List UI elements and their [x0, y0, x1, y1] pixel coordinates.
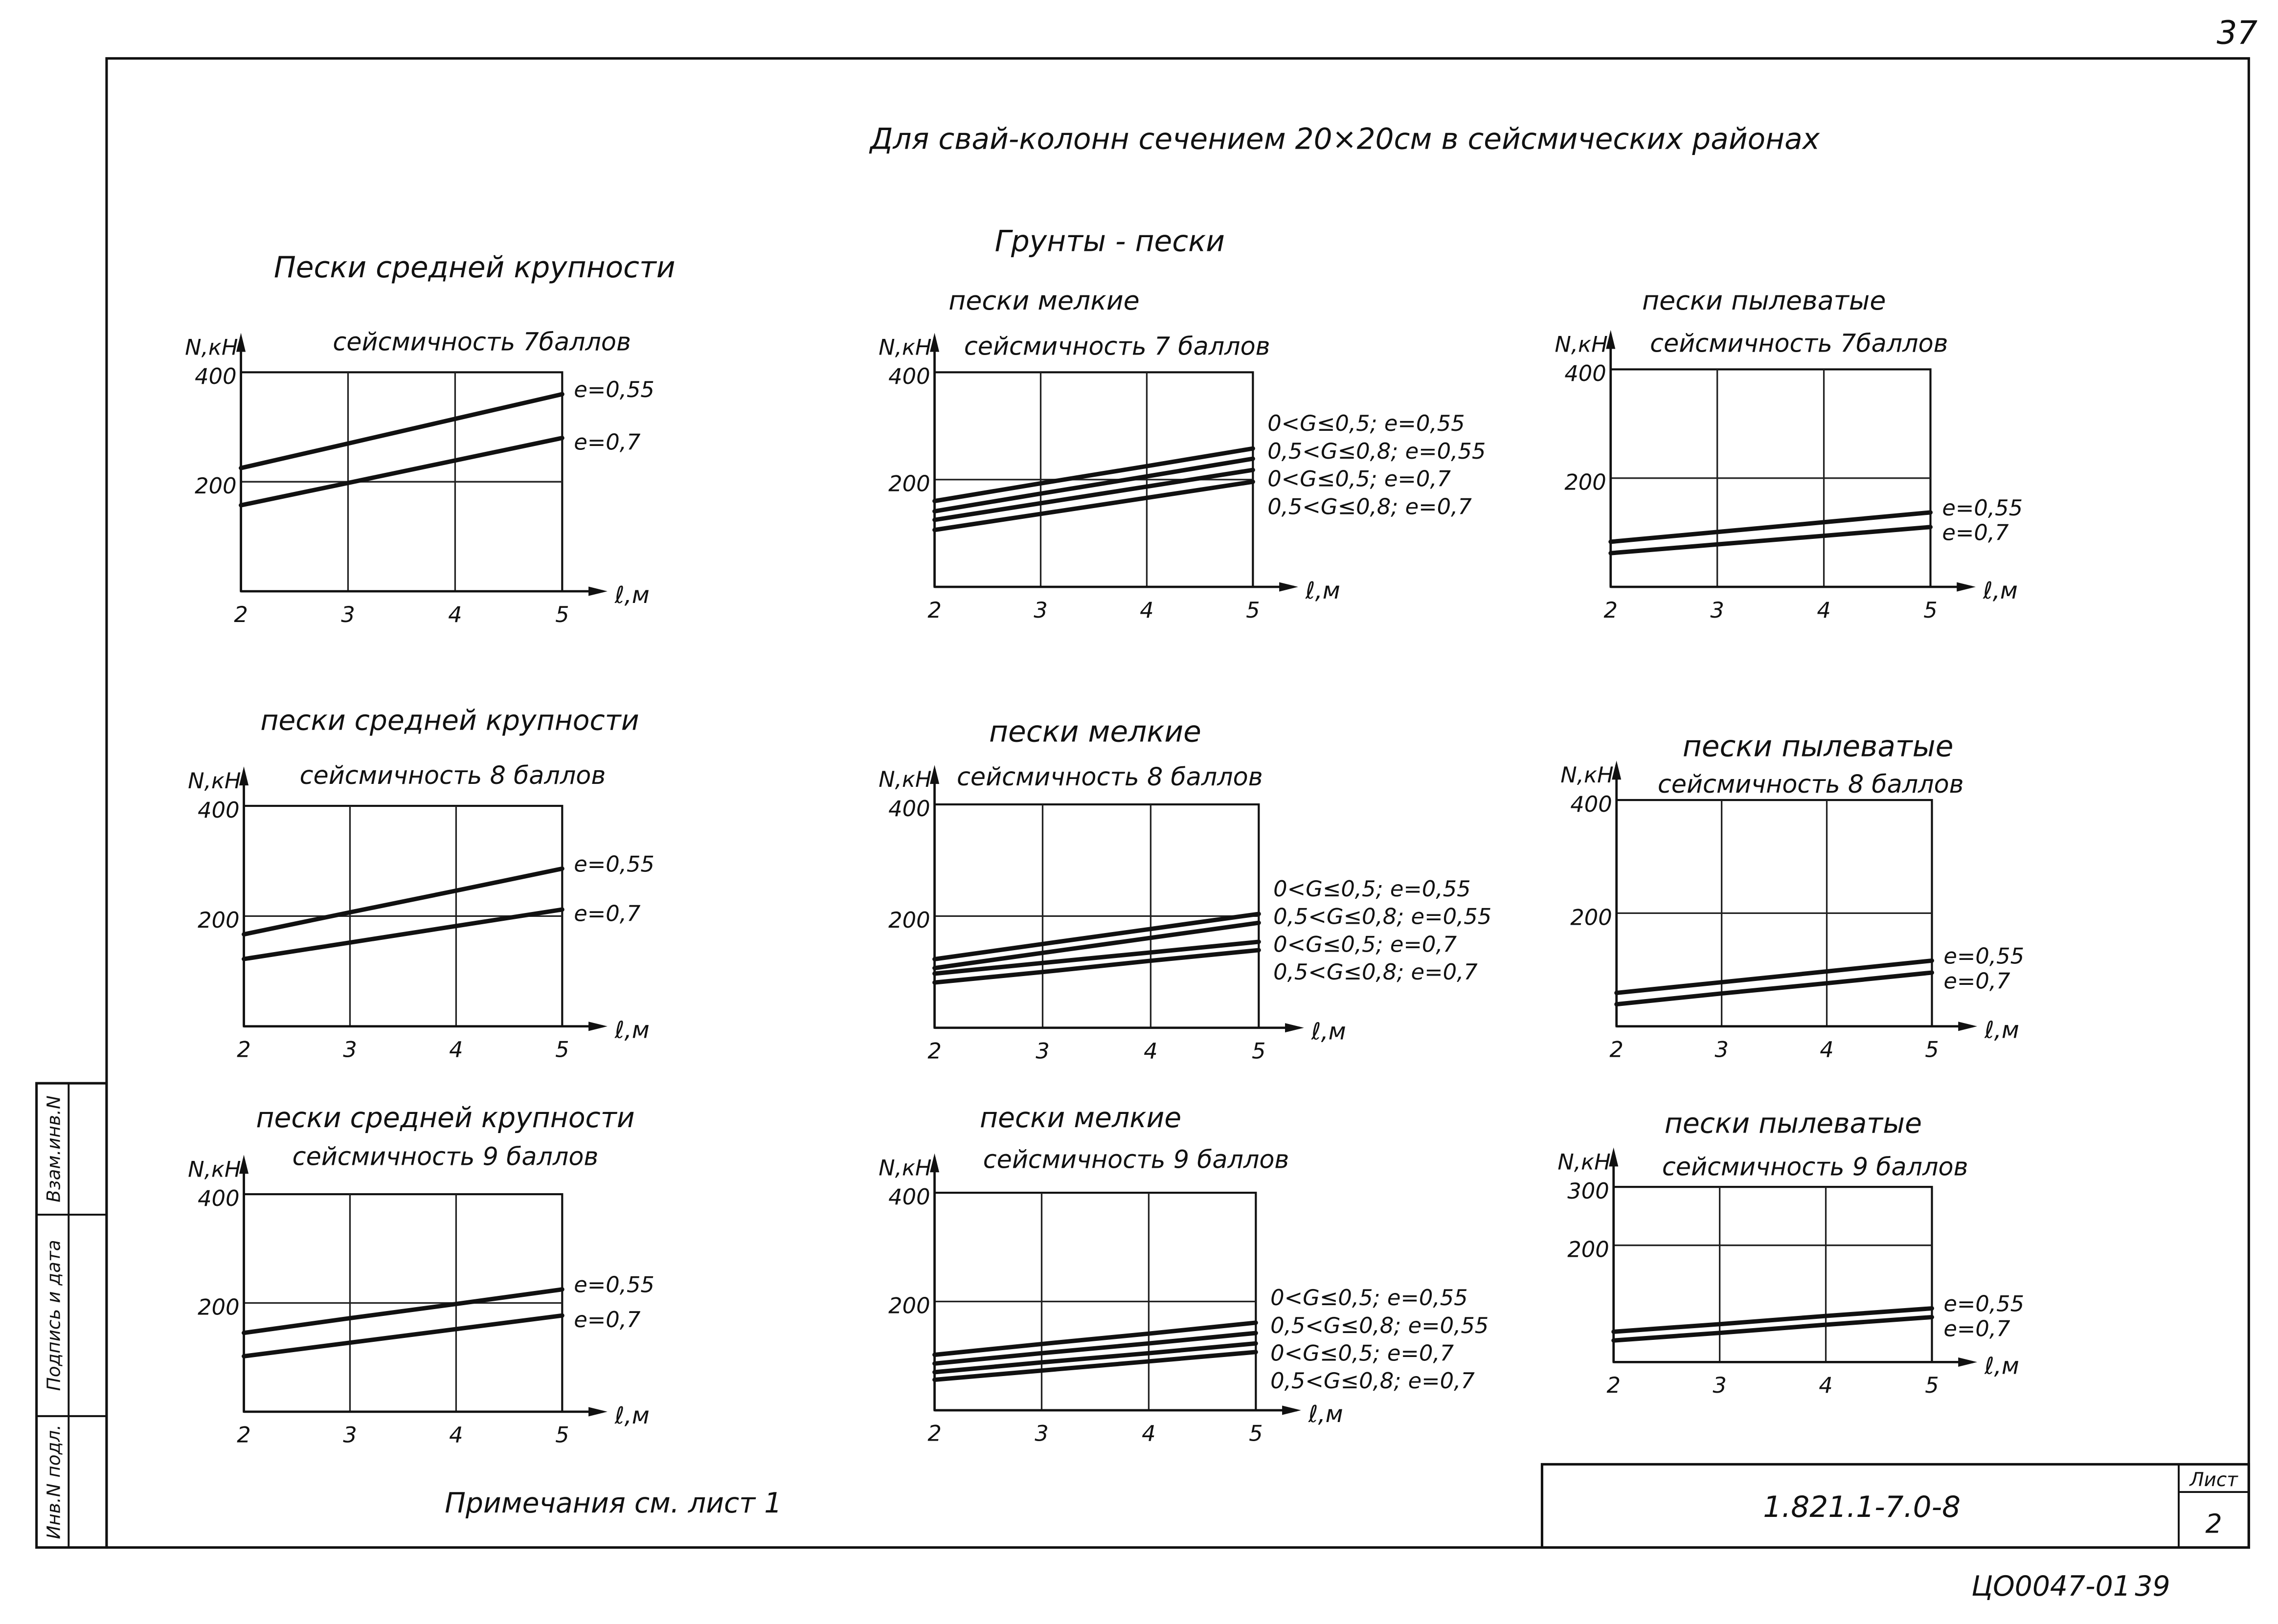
y-axis-label: N,кН [188, 1156, 241, 1182]
side-stamp-signature-date: Подпись и дата [43, 1240, 65, 1391]
x-tick-label: 5 [1925, 1036, 1939, 1063]
y-tick-label: 400 [198, 797, 240, 823]
y-tick-label: 400 [888, 1183, 930, 1210]
x-tick-label: 3 [1713, 1372, 1727, 1399]
chart-title: сейсмичность 9 баллов [292, 1142, 599, 1171]
series-label: e=0,55 [1942, 494, 2023, 521]
chart-soil-heading: пески средней крупности [256, 1101, 635, 1134]
x-tick-label: 2 [1606, 1372, 1621, 1399]
y-tick-label: 200 [888, 907, 930, 934]
chart-soil-heading: пески средней крупности [260, 704, 639, 737]
y-tick-label: 200 [1564, 469, 1606, 495]
x-tick-label: 3 [1035, 1420, 1049, 1446]
group-heading: Грунты - пески [994, 224, 1225, 259]
x-axis-label: ℓ,м [1984, 1353, 2019, 1380]
x-tick-label: 3 [341, 601, 355, 627]
chart-title: сейсмичность 7 баллов [964, 332, 1270, 361]
chart-soil-heading: пески пылеватые [1682, 730, 1954, 764]
x-axis-label: ℓ,м [614, 1402, 650, 1429]
y-tick-label: 200 [888, 1292, 930, 1319]
archive-number: 39 [2135, 1570, 2170, 1603]
note-text: Примечания см. лист 1 [445, 1487, 782, 1519]
x-tick-label: 5 [555, 1036, 569, 1063]
x-axis-label: ℓ,м [614, 581, 650, 609]
x-tick-label: 5 [555, 601, 569, 627]
series-label: e=0,55 [1943, 1290, 2025, 1317]
x-tick-label: 3 [1710, 597, 1724, 623]
x-tick-label: 2 [927, 1420, 942, 1446]
series-label: e=0,7 [1943, 1315, 2010, 1342]
sheet-number: 2 [2205, 1508, 2222, 1539]
series-label: 0<G≤0,5; e=0,7 [1267, 466, 1451, 492]
y-tick-label: 400 [888, 795, 930, 822]
series-label: 0<G≤0,5; e=0,55 [1267, 410, 1465, 437]
chart-title: сейсмичность 9 баллов [1662, 1152, 1968, 1181]
y-tick-label: 200 [198, 1294, 240, 1320]
x-axis-label: ℓ,м [1983, 578, 2018, 605]
y-axis-label: N,кН [185, 334, 238, 360]
x-tick-label: 4 [1817, 597, 1831, 623]
y-tick-label: 200 [1567, 1236, 1609, 1263]
y-axis-label: N,кН [188, 768, 241, 794]
series-label: e=0,55 [574, 1271, 654, 1298]
x-tick-label: 5 [1923, 597, 1938, 623]
y-tick-label: 200 [195, 473, 237, 499]
side-stamp-replace-inv: Взам.инв.N [43, 1095, 65, 1202]
x-axis-label: ℓ,м [1984, 1017, 2019, 1044]
side-stamp-original-inv: Инв.N подл. [43, 1424, 65, 1539]
x-axis-label: ℓ,м [1311, 1018, 1346, 1046]
y-axis-label: N,кН [879, 1155, 932, 1181]
y-axis-label: N,кН [879, 334, 932, 360]
x-tick-label: 2 [237, 1036, 251, 1063]
chart-title: сейсмичность 8 баллов [299, 761, 606, 790]
x-tick-label: 2 [234, 601, 248, 627]
archive-code: ЦО0047-01 [1971, 1570, 2131, 1603]
x-tick-label: 5 [1249, 1420, 1263, 1446]
chart-soil-heading: пески мелкие [948, 285, 1140, 316]
sheet-label: Лист [2189, 1469, 2238, 1491]
x-axis-label: ℓ,м [1308, 1401, 1343, 1428]
y-tick-label: 400 [888, 363, 930, 390]
y-tick-label: 400 [1570, 791, 1612, 817]
x-tick-label: 4 [449, 1036, 463, 1063]
y-tick-label: 400 [198, 1185, 240, 1211]
chart-title: сейсмичность 9 баллов [983, 1145, 1289, 1174]
x-tick-label: 2 [1603, 597, 1618, 623]
series-label: 0,5<G≤0,8; e=0,55 [1270, 1312, 1489, 1338]
series-label: e=0,55 [574, 851, 654, 877]
chart-title: сейсмичность 8 баллов [1657, 770, 1964, 799]
document-code: 1.821.1-7.0-8 [1763, 1490, 1961, 1524]
x-tick-label: 5 [1246, 597, 1260, 623]
chart-soil-heading: пески пылеватые [1664, 1107, 1922, 1140]
x-axis-label: ℓ,м [614, 1017, 650, 1044]
x-tick-label: 5 [1925, 1372, 1939, 1399]
chart-soil-heading: пески пылеватые [1642, 285, 1886, 316]
chart-title: сейсмичность 8 баллов [956, 762, 1263, 792]
series-label: 0<G≤0,5; e=0,7 [1273, 931, 1457, 957]
x-tick-label: 3 [1036, 1038, 1050, 1064]
x-tick-label: 3 [1714, 1036, 1729, 1063]
y-tick-label: 200 [888, 470, 930, 497]
x-tick-label: 2 [927, 1038, 942, 1064]
y-axis-label: N,кН [1555, 331, 1608, 357]
chart-soil-heading: пески мелкие [989, 715, 1201, 749]
y-axis-label: N,кН [1560, 762, 1614, 788]
series-label: 0,5<G≤0,8; e=0,55 [1273, 903, 1492, 930]
y-axis-label: N,кН [1557, 1149, 1611, 1175]
x-tick-label: 3 [343, 1422, 357, 1448]
series-label: e=0,7 [574, 900, 641, 927]
x-tick-label: 2 [237, 1422, 251, 1448]
page-number: 37 [2216, 14, 2258, 52]
sheet-title: Для свай-колонн сечением 20×20см в сейсмических районах [870, 122, 1820, 156]
series-label: e=0,7 [574, 1306, 641, 1333]
x-tick-label: 4 [1820, 1036, 1834, 1063]
y-tick-label: 300 [1567, 1178, 1609, 1204]
chart-soil-heading: Пески средней крупности [273, 251, 676, 285]
series-label: e=0,55 [1943, 943, 2025, 969]
series-label: e=0,55 [574, 377, 654, 403]
x-tick-label: 3 [343, 1036, 357, 1063]
series-label: e=0,7 [574, 429, 641, 455]
x-tick-label: 5 [1252, 1038, 1266, 1064]
y-tick-label: 400 [195, 363, 237, 390]
x-tick-label: 4 [1142, 1420, 1156, 1446]
x-tick-label: 4 [1819, 1372, 1833, 1399]
x-tick-label: 2 [927, 597, 942, 623]
series-label: 0,5<G≤0,8; e=0,7 [1273, 959, 1478, 985]
y-tick-label: 200 [198, 907, 240, 934]
x-tick-label: 4 [449, 1422, 463, 1448]
x-tick-label: 4 [1140, 597, 1154, 623]
y-axis-label: N,кН [879, 766, 932, 793]
x-tick-label: 4 [448, 601, 462, 627]
y-tick-label: 400 [1564, 360, 1606, 387]
x-tick-label: 3 [1034, 597, 1048, 623]
x-tick-label: 2 [1609, 1036, 1624, 1063]
series-label: 0,5<G≤0,8; e=0,7 [1270, 1368, 1475, 1394]
chart-soil-heading: пески мелкие [979, 1101, 1182, 1134]
series-label: 0<G≤0,5; e=0,55 [1273, 875, 1471, 902]
series-label: e=0,7 [1942, 519, 2009, 546]
chart-title: сейсмичность 7баллов [333, 327, 631, 356]
series-label: 0<G≤0,5; e=0,55 [1270, 1285, 1468, 1311]
series-label: 0<G≤0,5; e=0,7 [1270, 1340, 1454, 1366]
x-axis-label: ℓ,м [1305, 578, 1340, 605]
series-label: e=0,7 [1943, 968, 2010, 994]
series-label: 0,5<G≤0,8; e=0,55 [1267, 438, 1486, 464]
series-label: 0,5<G≤0,8; e=0,7 [1267, 493, 1472, 520]
x-tick-label: 5 [555, 1422, 569, 1448]
x-tick-label: 4 [1144, 1038, 1158, 1064]
chart-title: сейсмичность 7баллов [1650, 329, 1948, 358]
y-tick-label: 200 [1570, 904, 1612, 931]
